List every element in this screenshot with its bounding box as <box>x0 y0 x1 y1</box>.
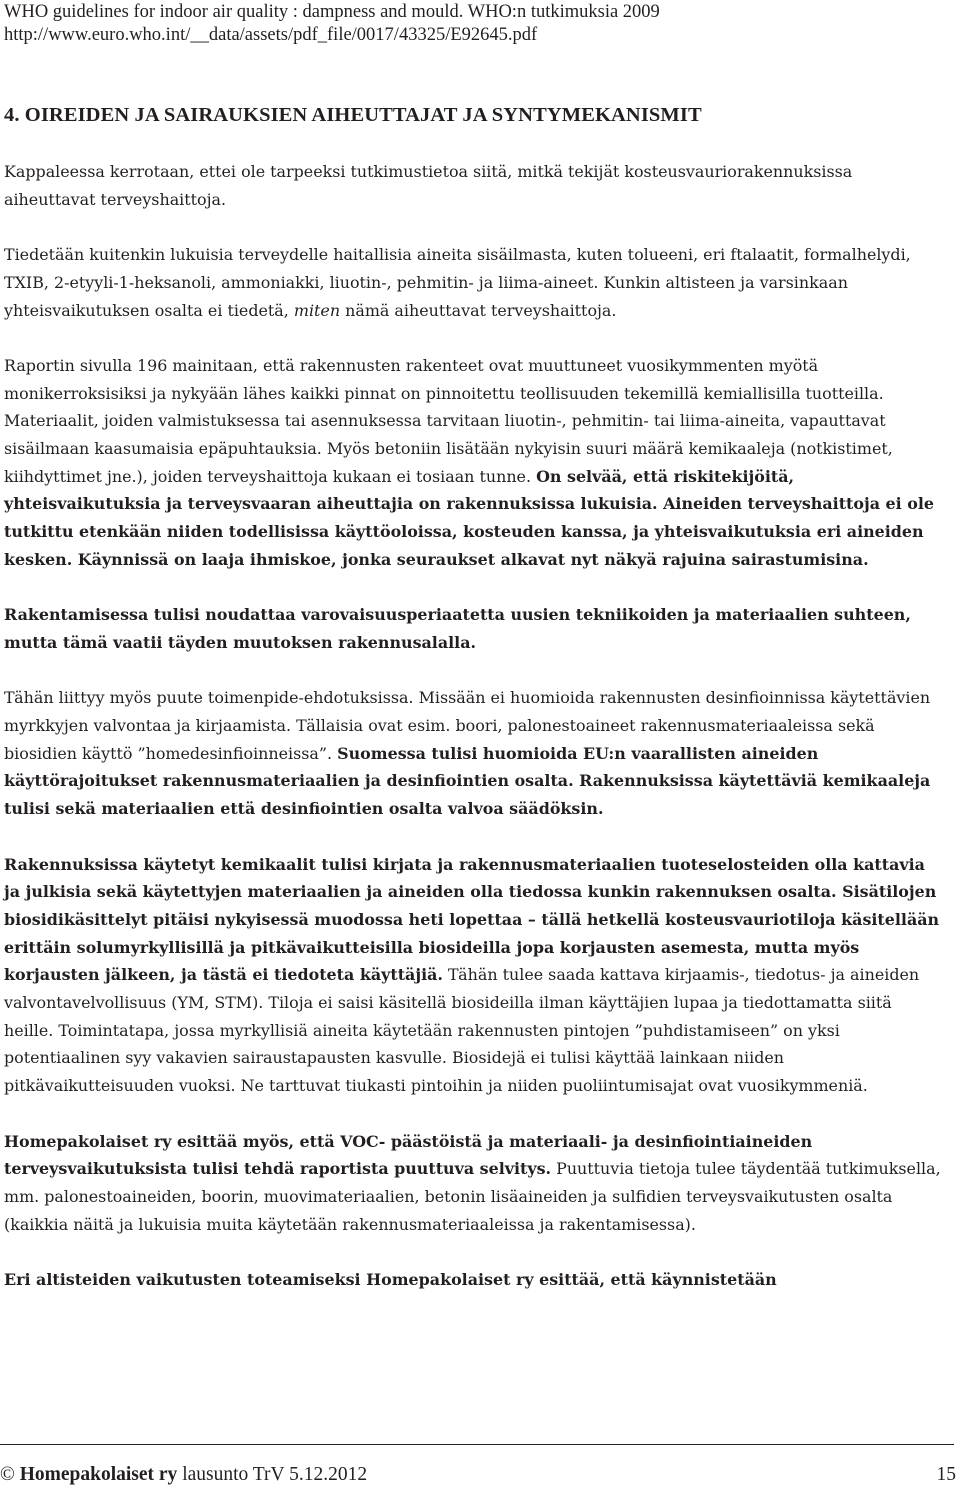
footer-org: Homepakolaiset ry <box>19 1464 178 1485</box>
paragraph-3-text: Raportin sivulla 196 mainitaan, että rakennusten rakenteet ovat muuttuneet vuosikymmenten myötä monikerroksisiksi ja nykyään lähes kaikki pinnat on pinnoitettu teollisuuden tekemillä kemiallisilla tuotteilla. Materiaalit, joiden valmistuksessa tai asennuksessa tarvitaan liuotin-, pehmitin- tai liima-aineita, vapauttavat sisäilmaan kaasumaisia epäpuhtauksia. Myös betoniin lisätään nykyisin suuri määrä kemikaaleja (notkistimet, kiihdyttimet jne.), joiden terveyshaittoja kukaan ei tosiaan tunne. <box>4 355 893 486</box>
paragraph-7-text: Puuttuvia tietoja tulee täydentää tutkimuksella, mm. palonestoaineiden, boorin, muovimateriaalien, betonin lisäaineiden ja sulfidien terveysvaikutusten osalta (kaikkia näitä ja lukuisia muita käytetään rakennusmateriaaleissa ja rakentamisessa). <box>4 1159 941 1234</box>
paragraph-5-bold: Suomessa tulisi huomioida EU:n vaarallisten aineiden käyttörajoitukset rakennusmateriaalien ja desinfiointien osalta. Rakennuksissa käytettäviä kemikaaleja tulisi sekä materiaalien että desinfiointien osalta valvoa säädöksin. <box>4 743 931 819</box>
paragraph-6-bold: Rakennuksissa käytetyt kemikaalit tulisi kirjata ja rakennusmateriaalien tuoteselosteiden olla kattavia ja julkisia sekä käytettyjen materiaalien ja aineiden olla tiedossa kunkin rakennuksen osalta. Sisätilojen biosidikäsittelyt pitäisi nykyisessä muodossa heti lopettaa – tällä hetkellä kosteusvauriotiloja käsitellään erittäin solumyrkyllisillä ja pitkävaikutteisilla biosideilla jopa korjausten asemesta, mutta myös korjausten jälkeen, ja tästä ei tiedoteta käyttäjiä. <box>4 854 940 985</box>
paragraph-4-bold: Rakentamisessa tulisi noudattaa varovaisuusperiaatetta uusien tekniikoiden ja materiaalien suhteen, mutta tämä vaatii täyden muutoksen rakennusalalla. <box>4 605 911 652</box>
paragraph-7-bold: Homepakolaiset ry esittää myös, että VOC- päästöistä ja materiaali- ja desinfiointiaineiden terveysvaikutuksista tulisi tehdä raportista puuttuva selvitys. <box>4 1131 813 1179</box>
section-heading: 4. OIREIDEN JA SAIRAUKSIEN AIHEUTTAJAT JA SYNTYMEKANISMIT <box>4 104 702 126</box>
paragraph-4 <box>4 601 946 656</box>
paragraph-1: Kappaleessa kerrotaan, ettei ole tarpeeksi tutkimustietoa siitä, mitkä tekijät kosteusvauriorakennuksissa aiheuttavat terveyshaittoja. <box>4 162 853 209</box>
paragraph-2-text-b: nämä aiheuttavat terveyshaittoja. <box>340 300 617 320</box>
paragraph-3 <box>4 352 946 574</box>
source-title: WHO guidelines for indoor air quality : dampness and mould. WHO:n tutkimuksia 2009 <box>4 2 660 22</box>
footer-credit <box>0 1464 367 1486</box>
paragraph-7 <box>4 1128 946 1239</box>
paragraph-8 <box>4 1266 946 1294</box>
paragraph-2-text-a: Tiedetään kuitenkin lukuisia terveydelle haitallisia aineita sisäilmasta, kuten tolueeni, eri ftalaatit, formalhelydi, TXIB, 2-etyyli-1-heksanoli, ammoniakki, liuotin-, pehmitin- ja liima-aineet. Kunkin altisteen ja varsinkaan yhteisvaikutuksen osalta ei tiedetä, <box>4 245 911 320</box>
source-url[interactable]: http://www.euro.who.int/__data/assets/pdf_file/0017/43325/E92645.pdf <box>4 25 538 45</box>
paragraph-3-bold: On selvää, että riskitekijöitä, yhteisvaikutuksia ja terveysvaaran aiheuttajia on rakennuksissa lukuisia. Aineiden terveyshaittoja ei ole tutkittu etenkään niiden todellisissa käyttöoloissa, kosteuden kanssa, ja yhteisvaikutuksia eri aineiden kesken. Käynnissä on laaja ihmiskoe, jonka seuraukset alkavat nyt näkyä rajuina sairastumisina. <box>4 466 934 569</box>
footer-doc: lausunto TrV 5.12.2012 <box>177 1464 368 1485</box>
paragraph-6-text: Tähän tulee saada kattava kirjaamis-, tiedotus- ja aineiden valvontavelvollisuus (YM, STM). Tiloja ei saisi käsitellä biosideilla ilman käyttäjien lupaa ja tiedottamatta siitä heille. Toimintatapa, jossa myrkyllisiä aineita käytetään rakennusten pintojen ”puhdistamiseen” on yksi potentiaalinen syy vakavien sairaustapausten kasvulle. Biosidejä ei tulisi käyttää lainkaan niiden pitkävaikutteisuuden vuoksi. Ne tarttuvat tiukasti pintoihin ja niiden puoliintumisajat ovat vuosikymmeniä. <box>4 965 920 1096</box>
paragraph-5-text: Tähän liittyy myös puute toimenpide-ehdotuksissa. Missään ei huomioida rakennusten desinfioinnissa käytettävien myrkkyjen valvontaa ja kirjaamista. Tällaisia ovat esim. boori, palonestoaineet rakennusmateriaaleissa sekä biosidien käyttö ”homedesinfioinneissa”. <box>4 688 931 763</box>
paragraph-2 <box>4 241 946 324</box>
body-text <box>4 158 946 1294</box>
paragraph-5 <box>4 684 946 823</box>
copyright-symbol: © <box>0 1464 20 1485</box>
page-number: 15 <box>936 1464 956 1485</box>
paragraph-2-italic: miten <box>293 300 341 320</box>
footer-divider <box>0 1444 954 1445</box>
paragraph-6 <box>4 851 946 1100</box>
paragraph-8-bold: Eri altisteiden vaikutusten toteamiseksi Homepakolaiset ry esittää, että käynnistetään <box>4 1270 777 1290</box>
